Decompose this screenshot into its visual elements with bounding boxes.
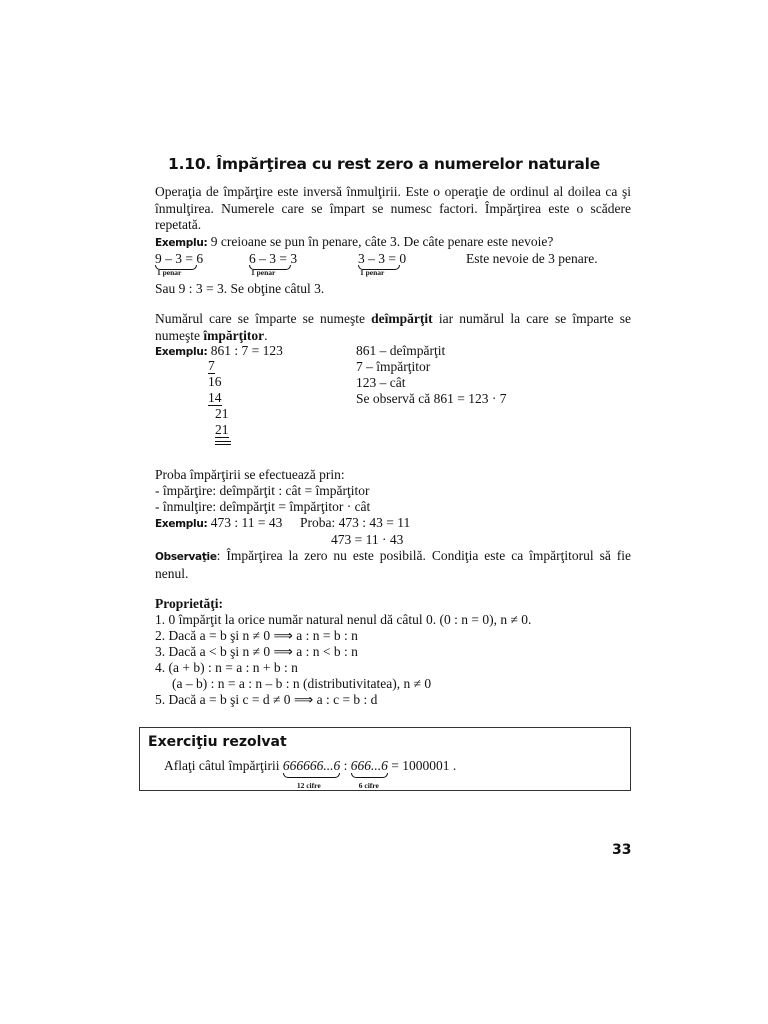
page-number: 33 bbox=[612, 842, 632, 858]
example2-note-4: Se observă că 861 = 123 · 7 bbox=[356, 391, 507, 406]
section-title: 1.10. Împărţirea cu rest zero a numerelor naturale bbox=[167, 155, 601, 173]
dividend-sub: 12 cifre bbox=[296, 781, 321, 790]
exercise-line bbox=[164, 758, 457, 790]
step-3-sub: 1 penar bbox=[360, 268, 385, 277]
properties-heading: Proprietăţi: bbox=[155, 596, 223, 611]
exercise-dividend: 666666...6 12 cifre bbox=[283, 758, 340, 774]
step-1-text: 9 – 3 = 6 bbox=[155, 251, 204, 266]
example2-label: Exemplu: bbox=[155, 346, 208, 358]
example1-text: 9 creioane se pun în penare, câte 3. De câte penare este nevoie? bbox=[207, 234, 554, 249]
division-work-4: 21 bbox=[215, 406, 229, 421]
exercise-colon: : bbox=[340, 758, 351, 773]
term-dividend: deîmpărţit bbox=[371, 311, 433, 326]
example2-note-1: 861 – deîmpărţit bbox=[356, 343, 446, 358]
exercise-title: Exerciţiu rezolvat bbox=[148, 734, 287, 750]
intro-paragraph bbox=[155, 184, 631, 234]
division-work-3: 14 bbox=[208, 390, 222, 405]
step-3-text: 3 – 3 = 0 bbox=[358, 251, 407, 266]
property-1: 1. 0 împărţit la orice număr natural nenul dă câtul 0. (0 : n = 0), n ≠ 0. bbox=[155, 612, 532, 627]
division-work-1: 7 bbox=[208, 358, 215, 373]
proof-example bbox=[155, 515, 282, 532]
property-4: 4. (a + b) : n = a : n + b : n bbox=[155, 660, 298, 675]
division-work-2: 16 bbox=[208, 374, 222, 389]
division-end-line bbox=[215, 441, 231, 445]
observation-label: Observaţie bbox=[155, 551, 217, 563]
solved-exercise-box bbox=[139, 727, 631, 791]
step-2-text: 6 – 3 = 3 bbox=[249, 251, 298, 266]
observation-paragraph bbox=[155, 548, 631, 582]
proof-intro: Proba împărţirii se efectuează prin: bbox=[155, 467, 345, 482]
term-divisor: împărţitor bbox=[203, 327, 265, 343]
example1-label: Exemplu: bbox=[155, 237, 208, 249]
example2-note-3: 123 – cât bbox=[356, 375, 406, 390]
example1-line bbox=[155, 234, 553, 251]
proof-line-2: - înmulţire: deîmpărţit = împărţitor · cât bbox=[155, 499, 371, 514]
divisor-sub: 6 cifre bbox=[358, 781, 379, 790]
proof-check-1: Proba: 473 : 43 = 11 bbox=[300, 515, 411, 530]
definition-before: Numărul care se împarte se numeşte bbox=[155, 311, 372, 326]
step-1-sub: 1 penar bbox=[157, 268, 182, 277]
proof-line-1: - împărţire: deîmpărţit : cât = împărţitor bbox=[155, 483, 370, 498]
property-5: 5. Dacă a = b şi c = d ≠ 0 ⟹ a : c = b : d bbox=[155, 692, 378, 707]
division-work-5: 21 bbox=[215, 422, 229, 437]
proof-example-label: Exemplu: bbox=[155, 518, 208, 530]
proof-check-2: 473 = 11 · 43 bbox=[331, 532, 404, 547]
exercise-prompt: Aflaţi câtul împărţirii bbox=[164, 758, 283, 773]
property-4b: (a – b) : n = a : n – b : n (distributivitatea), n ≠ 0 bbox=[172, 676, 432, 691]
exercise-result: = 1000001 . bbox=[387, 758, 457, 773]
definition-middle: iar numărul la care se împarte se numeşte bbox=[155, 311, 631, 343]
exercise-divisor: 666...6 6 cifre bbox=[351, 758, 388, 774]
step-2-sub: 1 penar bbox=[251, 268, 276, 277]
intro-text: Operaţia de împărţire este inversă înmulţirii. Este o operaţie de ordinul al doilea ca şi înmulţirea. Numerele care se împart se numesc factori. Împărţirea este o scădere repetată. bbox=[155, 184, 631, 232]
example1-conclusion: Este nevoie de 3 penare. bbox=[466, 251, 598, 266]
property-2: 2. Dacă a = b şi n ≠ 0 ⟹ a : n = b : n bbox=[155, 628, 358, 643]
example2-line bbox=[155, 343, 283, 360]
observation-text: : Împărţirea la zero nu este posibilă. Condiţia este ca împărţitorul să fie nenul. bbox=[155, 548, 631, 581]
definition-after: . bbox=[264, 327, 268, 343]
definition-paragraph bbox=[155, 311, 631, 344]
example2-note-2: 7 – împărţitor bbox=[356, 359, 431, 374]
example1-result: Sau 9 : 3 = 3. Se obţine câtul 3. bbox=[155, 281, 325, 296]
example2-equation: 861 : 7 = 123 bbox=[207, 343, 283, 358]
property-3: 3. Dacă a < b şi n ≠ 0 ⟹ a : n < b : n bbox=[155, 644, 358, 659]
proof-example-text: 473 : 11 = 43 bbox=[207, 515, 283, 530]
